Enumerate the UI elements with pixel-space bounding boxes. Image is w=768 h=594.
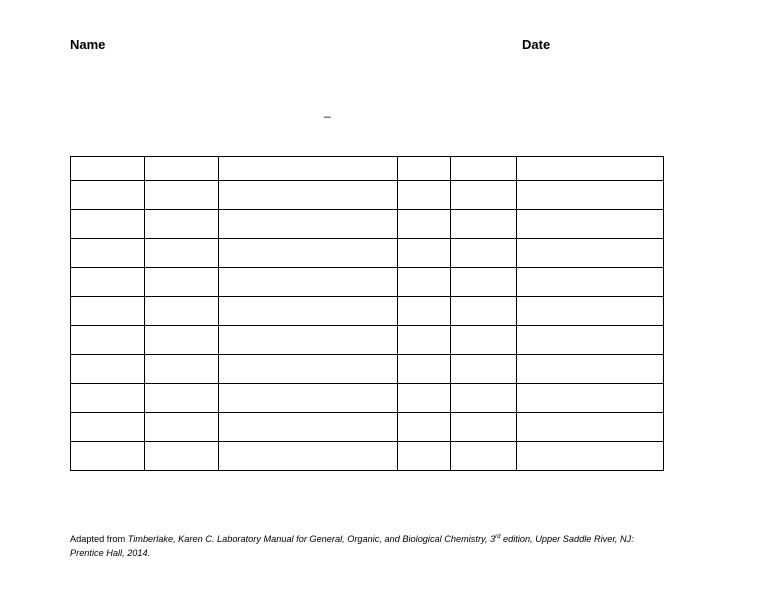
citation-suffix: edition, Upper Saddle River, NJ: Prentice Hall, 2014. [70, 534, 634, 558]
date-label: Date [522, 37, 551, 52]
table-row [71, 239, 664, 268]
table-cell[interactable] [219, 326, 398, 355]
table-cell[interactable] [71, 297, 145, 326]
table-cell[interactable] [451, 210, 517, 239]
table-cell[interactable] [219, 181, 398, 210]
table-cell[interactable] [451, 181, 517, 210]
table-cell[interactable] [219, 157, 398, 181]
table-cell[interactable] [219, 239, 398, 268]
table-cell[interactable] [398, 210, 451, 239]
table-cell[interactable] [517, 268, 664, 297]
table-cell[interactable] [451, 384, 517, 413]
table-cell[interactable] [71, 210, 145, 239]
table-cell[interactable] [398, 297, 451, 326]
table-row [71, 210, 664, 239]
table-cell[interactable] [145, 413, 219, 442]
table-cell[interactable] [451, 157, 517, 181]
table-cell[interactable] [219, 442, 398, 471]
table-cell[interactable] [398, 181, 451, 210]
table-cell[interactable] [219, 210, 398, 239]
dash-mark: _ [324, 104, 331, 118]
table-header-row [71, 157, 664, 181]
table-cell[interactable] [517, 326, 664, 355]
table-cell[interactable] [517, 297, 664, 326]
table-cell[interactable] [451, 413, 517, 442]
table-cell[interactable] [517, 413, 664, 442]
table-cell[interactable] [451, 355, 517, 384]
data-table [70, 156, 664, 471]
table-cell[interactable] [145, 326, 219, 355]
table-row [71, 413, 664, 442]
table-cell[interactable] [145, 297, 219, 326]
table-row [71, 355, 664, 384]
table-cell[interactable] [71, 268, 145, 297]
table-cell[interactable] [398, 326, 451, 355]
table-cell[interactable] [219, 297, 398, 326]
table-row [71, 181, 664, 210]
table-cell[interactable] [219, 355, 398, 384]
table-row [71, 442, 664, 471]
citation-source: Timberlake, Karen C. Laboratory Manual for General, Organic, and Biological Chemistry, 3 [127, 534, 496, 544]
table-row [71, 326, 664, 355]
table-cell[interactable] [71, 355, 145, 384]
table-cell[interactable] [71, 442, 145, 471]
table-cell[interactable] [517, 239, 664, 268]
citation-edition-superscript: rd [495, 533, 501, 540]
table-cell[interactable] [451, 442, 517, 471]
citation-prefix: Adapted from [70, 534, 128, 544]
table-cell[interactable] [219, 413, 398, 442]
table-cell[interactable] [219, 384, 398, 413]
table-cell[interactable] [145, 210, 219, 239]
table-cell[interactable] [398, 239, 451, 268]
citation-text [70, 532, 670, 560]
table-cell[interactable] [71, 157, 145, 181]
table-cell[interactable] [398, 442, 451, 471]
table-cell[interactable] [71, 326, 145, 355]
table-row [71, 268, 664, 297]
table-row [71, 384, 664, 413]
table-cell[interactable] [71, 181, 145, 210]
table-cell[interactable] [517, 181, 664, 210]
table-cell[interactable] [145, 157, 219, 181]
table-cell[interactable] [219, 268, 398, 297]
table-cell[interactable] [398, 268, 451, 297]
table-cell[interactable] [451, 297, 517, 326]
name-label: Name [70, 37, 106, 52]
table-cell[interactable] [517, 442, 664, 471]
table-cell[interactable] [145, 442, 219, 471]
table-cell[interactable] [451, 326, 517, 355]
table-cell[interactable] [451, 268, 517, 297]
table-cell[interactable] [145, 355, 219, 384]
table-cell[interactable] [145, 384, 219, 413]
table-cell[interactable] [398, 384, 451, 413]
table-cell[interactable] [71, 384, 145, 413]
table-cell[interactable] [71, 413, 145, 442]
table-row [71, 297, 664, 326]
table-cell[interactable] [517, 355, 664, 384]
table-cell[interactable] [71, 239, 145, 268]
table-cell[interactable] [398, 355, 451, 384]
table-cell[interactable] [398, 157, 451, 181]
table-cell[interactable] [145, 181, 219, 210]
table-cell[interactable] [145, 239, 219, 268]
table-cell[interactable] [517, 210, 664, 239]
table-cell[interactable] [451, 239, 517, 268]
table-cell[interactable] [398, 413, 451, 442]
table-cell[interactable] [517, 384, 664, 413]
table-cell[interactable] [145, 268, 219, 297]
table-cell[interactable] [517, 157, 664, 181]
